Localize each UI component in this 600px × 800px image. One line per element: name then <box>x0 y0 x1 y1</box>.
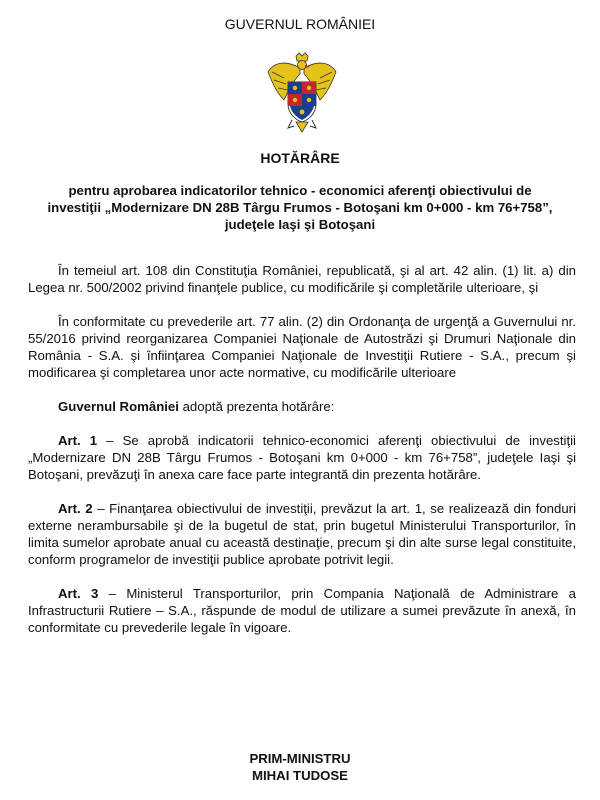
article-1 <box>28 432 576 483</box>
adoption-paragraph <box>28 398 576 415</box>
document-body <box>28 262 576 636</box>
document-subject: pentru aprobarea indicatorilor tehnico - economici aferenţi obiectivului de investiţii „Modernizare DN 28B Târgu Frumos - Botoşani km 0+000 - km 76+758”, judeţele Iaşi şi Botoşani <box>47 183 553 232</box>
article-label: Art. 1 <box>58 433 98 448</box>
article-text: – Finanţarea obiectivului de investiţii, prevăzut la art. 1, se realizează din fonduri externe nerambursabile şi de la bugetul de stat, prin bugetul Ministerului Transporturilor, în limita sumelor aprobate anual cu această destinaţie, precum şi din alte surse legal constituite, conform programelor de investiţii publice aprobate potrivit legii. <box>28 501 576 567</box>
article-text: – Ministerul Transporturilor, prin Compania Naţională de Administrare a Infrastructurii Rutiere – S.A., răspunde de modul de utilizare a sumei prevăzute în anexă, în conformitate cu prevederile legale în vigoare. <box>28 586 576 635</box>
signature-title: PRIM-MINISTRU <box>249 751 351 766</box>
article-label: Art. 3 <box>58 586 99 601</box>
article-text: – Se aprobă indicatorii tehnico-economici aferenţi obiectivului de investiţii „Modernizare DN 28B Târgu Frumos - Botoşani km 0+000 - km 76+758”, judeţele Iaşi şi Botoşani, prevăzuţi în anexa care face parte integrantă din prezenta hotărâre. <box>28 433 576 482</box>
legal-basis-paragraph: În conformitate cu prevederile art. 77 alin. (2) din Ordonanţa de urgenţă a Guvernului nr. 55/2016 privind reorganizarea Companiei Naţionale de Autostrăzi şi Drumuri Naţionale din România - S.A. şi înfiinţarea Companiei Naţionale de Investiţii Rutiere - S.A., precum şi modificarea şi completarea unor acte normative, cu modificările ulterioare <box>28 314 576 380</box>
signature-block <box>0 750 600 784</box>
signature-name: MIHAI TUDOSE <box>252 768 348 783</box>
document-type: HOTĂRÂRE <box>260 150 340 166</box>
government-name: Guvernul României <box>58 399 179 414</box>
adoption-text: adoptă prezenta hotărâre: <box>178 399 335 414</box>
article-label: Art. 2 <box>58 501 93 516</box>
government-heading: GUVERNUL ROMÂNIEI <box>224 16 376 32</box>
article-2 <box>28 500 576 568</box>
preamble-paragraph: În temeiul art. 108 din Constituţia României, republicată, şi al art. 42 alin. (1) lit. a) din Legea nr. 500/2002 privind finanţele publice, cu modificările şi completările ulterioare, şi <box>28 263 576 295</box>
coat-of-arms-icon <box>266 52 338 134</box>
article-3 <box>28 585 576 636</box>
